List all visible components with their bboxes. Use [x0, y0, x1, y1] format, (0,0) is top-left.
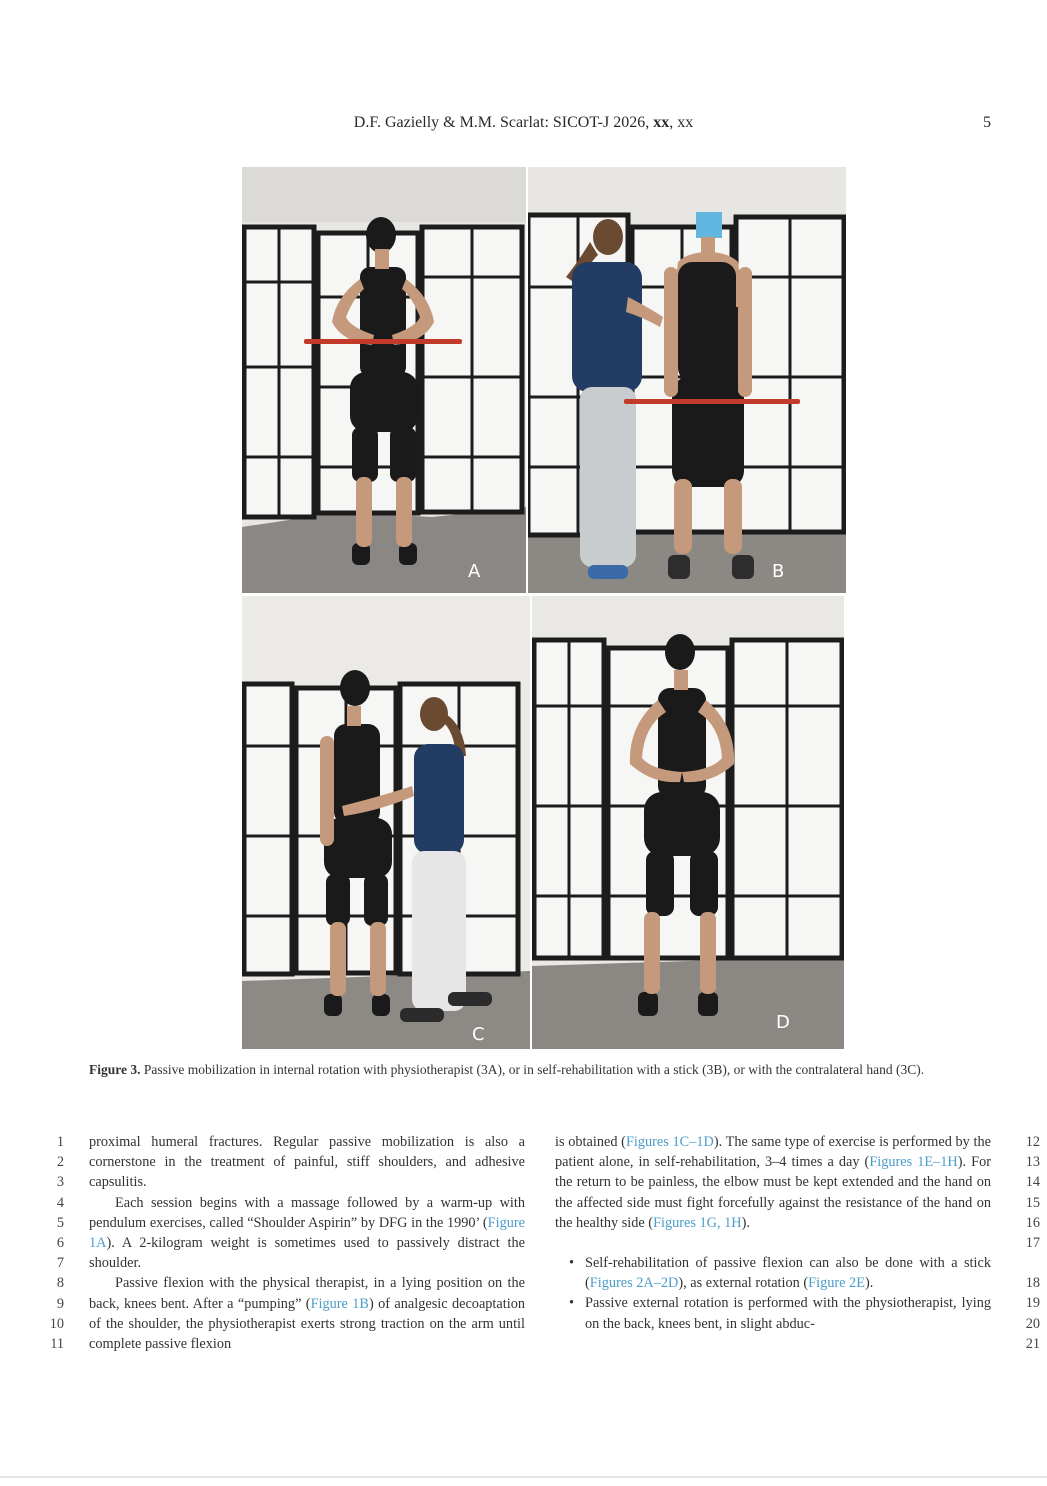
line-number: 2 [56, 1154, 64, 1171]
line-number: 7 [56, 1255, 64, 1272]
figure-link[interactable]: Figures 1G, 1H [653, 1214, 742, 1231]
line-number: 9 [56, 1295, 64, 1312]
figure-panel-c [242, 596, 530, 1049]
left-column [89, 1132, 525, 1354]
figure-caption-text: Passive mobilization in internal rotation with physiotherapist (3A), or in self-rehabilitation with a stick (3B), or with the contralateral hand (3C). [143, 1062, 925, 1077]
page-bottom-rule [0, 1476, 1047, 1478]
line-number: 6 [56, 1234, 64, 1251]
panel-label-b: B [772, 561, 785, 582]
line-number: 13 [1025, 1154, 1040, 1171]
figure-link[interactable]: Figure 1A [89, 1214, 525, 1252]
paragraph: Passive flexion with the physical therapist, in a lying position on the back, knees bent. After a “pumping” (Figure 1B) of analgesic decoaptation of the shoulder, the physiotherapist exerts strong traction on the arm until complete passive flexion [89, 1275, 525, 1353]
line-number: 16 [1025, 1214, 1040, 1231]
paragraph: is obtained (Figures 1C–1D). The same type of exercise is performed by the patient alone, in self-rehabilitation, 3–4 times a day (Figures 1E–1H). For the return to be painless, the elbow must be kept extended and the hand on the affected side must fight forcefully against the resistance of the hand on the healthy side (Figures 1G, 1H). [555, 1134, 992, 1231]
panel-label-d: D [776, 1012, 790, 1033]
paragraph: Each session begins with a massage followed by a warm-up with pendulum exercises, called “Shoulder Aspirin” by DFG in the 1990’ (Figure 1A). A 2-kilogram weight is sometimes used to passively distract the shoulder. [89, 1194, 525, 1272]
figure-link[interactable]: Figures 1E–1H [869, 1154, 958, 1171]
line-numbers-left [40, 1132, 64, 1354]
page-number: 5 [983, 114, 991, 131]
panel-label-a: A [468, 561, 481, 582]
line-number: 4 [56, 1194, 64, 1211]
bullet-list [555, 1253, 991, 1334]
line-number: 17 [1025, 1234, 1040, 1251]
right-column [555, 1132, 991, 1334]
paragraph: proximal humeral fractures. Regular passive mobilization is also a cornerstone in the treatment of painful, stiff shoulders, and adhesive capsulitis. [89, 1134, 525, 1191]
line-number: 8 [56, 1275, 64, 1292]
figure-link[interactable]: Figure 1B [310, 1295, 369, 1312]
figure-caption [89, 1061, 991, 1079]
panel-label-c: C [472, 1024, 485, 1045]
running-title: D.F. Gazielly & M.M. Scarlat: SICOT-J 2026, xx, xx [353, 114, 694, 131]
list-item: • Self-rehabilitation of passive flexion can also be done with a stick (Figures 2A–2D), as external rotation (Figure 2E). [555, 1253, 991, 1293]
line-number: 20 [1025, 1315, 1040, 1332]
figure-link[interactable]: Figures 2A–2D [589, 1275, 679, 1292]
line-number: 3 [56, 1174, 64, 1191]
figure-panel-b [528, 167, 846, 593]
figure-label: Figure 3. [89, 1062, 141, 1077]
running-header [0, 114, 1047, 138]
line-number: 11 [50, 1335, 64, 1352]
line-number: 10 [49, 1315, 64, 1332]
line-number: 5 [56, 1214, 64, 1231]
line-number: 15 [1025, 1194, 1040, 1211]
line-number: 21 [1025, 1335, 1040, 1352]
line-number: 12 [1025, 1134, 1040, 1150]
line-number: 19 [1025, 1295, 1040, 1312]
line-number: 14 [1025, 1174, 1040, 1191]
line-number: 1 [56, 1134, 64, 1150]
figure-panel-a [242, 167, 526, 593]
line-number: 18 [1025, 1275, 1040, 1292]
line-numbers-right [1014, 1132, 1040, 1354]
figure-panel-d [532, 596, 844, 1049]
list-item: • Passive external rotation is performed with the physiotherapist, lying on the back, knees bent, in slight abduc- [555, 1293, 991, 1333]
figure-link[interactable]: Figure 2E [808, 1275, 865, 1292]
figure-link[interactable]: Figures 1C–1D [625, 1134, 714, 1150]
